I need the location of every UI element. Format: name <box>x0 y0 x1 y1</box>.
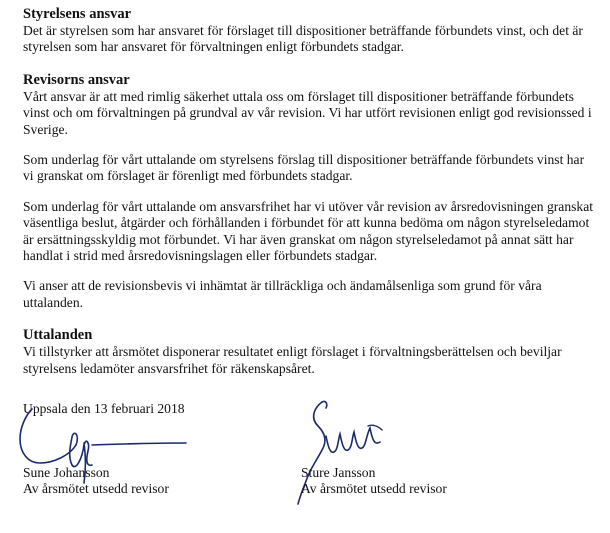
paragraph <box>23 344 593 377</box>
signatory-block-right <box>301 465 447 498</box>
signatory-name: Sune Johansson <box>23 465 110 480</box>
text-line: uttalanden. <box>23 294 84 310</box>
text-line: är ersättningsskyldig mot förbundet. Vi har även granskat om någon styrelseledamot på annat sätt har <box>23 231 574 247</box>
date-line: Uppsala den 13 februari 2018 <box>23 401 185 416</box>
text-line: Det är styrelsen som har ansvaret för förslaget till dispositioner beträffande förbundets vinst, och det är <box>23 23 583 38</box>
text-line: styrelsen som har ansvaret för förvaltningen enligt förbundets stadgar. <box>23 39 404 55</box>
paragraph <box>23 199 593 265</box>
section-heading-revisorns-ansvar: Revisorns ansvar <box>23 71 130 88</box>
paragraph <box>23 278 593 311</box>
signatory-role: Av årsmötet utsedd revisor <box>23 481 169 497</box>
signatory-block-left <box>23 465 169 498</box>
text-line: Som underlag för vårt uttalande om ansvarsfrihet har vi utöver vår revision av årsredovisningen granskat <box>23 198 594 214</box>
text-line: Vi tillstyrker att årsmötet disponerar resultatet enligt förslaget i förvaltningsberättelsen och beviljar <box>23 344 562 360</box>
text-line: Sverige. <box>23 121 68 137</box>
text-line: Vårt ansvar är att med rimlig säkerhet uttala oss om förslaget till dispositioner beträffande förbundets <box>23 88 574 104</box>
text-line: styrelsens ledamöter ansvarsfrihet för räkenskapsåret. <box>23 360 315 376</box>
text-line: väsentliga beslut, åtgärder och förhållanden i förbundet för att kunna bedöma om någon styrelseledamot <box>23 215 590 231</box>
audit-report-page <box>23 6 593 377</box>
text-line: vinst och om förvaltningen på grundval av vår revision. Vi har utfört revisionen enligt god revisionssed i <box>23 105 592 121</box>
paragraph <box>23 152 593 185</box>
text-line: handlat i strid med årsredovisningslagen eller förbundets stadgar. <box>23 248 378 264</box>
paragraph <box>23 23 593 56</box>
text-line: vi granskat om förslaget är förenligt med förbundets stadgar. <box>23 168 353 184</box>
signatory-name: Sture Jansson <box>301 465 376 480</box>
text-line: Vi anser att de revisionsbevis vi inhämtat är tillräckliga och ändamålsenliga som grund för våra <box>23 278 542 294</box>
section-heading-uttalanden: Uttalanden <box>23 327 93 344</box>
signatory-role: Av årsmötet utsedd revisor <box>301 481 447 497</box>
text-line: Som underlag för vårt uttalande om styrelsens förslag till dispositioner beträffande förbundets vinst har <box>23 152 585 168</box>
section-heading-styrelsens-ansvar: Styrelsens ansvar <box>23 6 132 22</box>
paragraph <box>23 89 593 138</box>
